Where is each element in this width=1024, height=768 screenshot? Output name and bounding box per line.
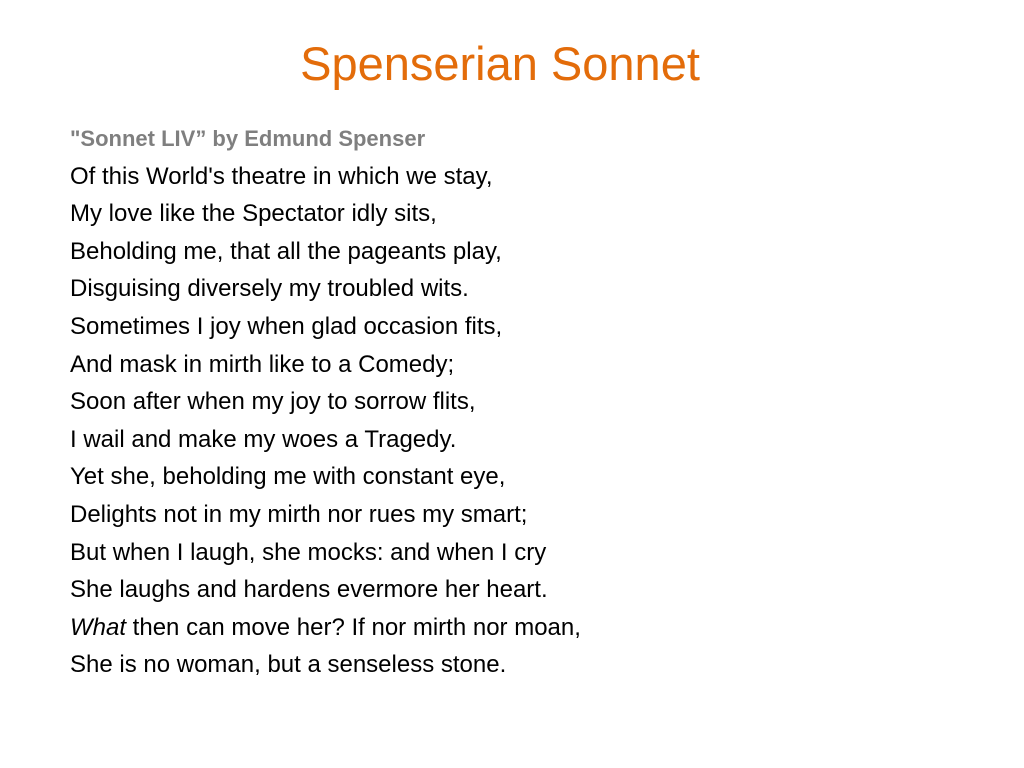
poem-line-9: Yet she, beholding me with constant eye, (70, 463, 506, 491)
poem-line-13 (70, 609, 970, 647)
poem-line-6: And mask in mirth like to a Comedy; (70, 350, 455, 378)
poem-line-2: My love like the Spectator idly sits, (70, 200, 437, 228)
poem-line-5: Sometimes I joy when glad occasion fits, (70, 312, 503, 340)
poem-line-8: I wail and make my woes a Tragedy. (70, 425, 457, 453)
poem-line-13-rest: then can move her? If nor mirth nor moan, (126, 613, 581, 641)
poem-line-10: Delights not in my mirth nor rues my smart; (70, 500, 528, 528)
poem-line-3: Beholding me, that all the pageants play, (70, 237, 502, 265)
poem-line-14: She is no woman, but a senseless stone. (70, 651, 507, 679)
poem-line-13-italic: What (70, 613, 127, 641)
poem-line-11: But when I laugh, she mocks: and when I cry (70, 538, 547, 566)
poem-subtitle: "Sonnet LIV” by Edmund Spenser (70, 126, 426, 151)
slide-body (70, 120, 970, 684)
slide-title: Spenserian Sonnet (300, 37, 700, 90)
poem-line-12: She laughs and hardens evermore her heart. (70, 576, 548, 604)
poem-line-1: Of this World's theatre in which we stay, (70, 162, 493, 190)
poem-line-4: Disguising diversely my troubled wits. (70, 275, 469, 303)
poem-line-7: Soon after when my joy to sorrow flits, (70, 388, 476, 416)
